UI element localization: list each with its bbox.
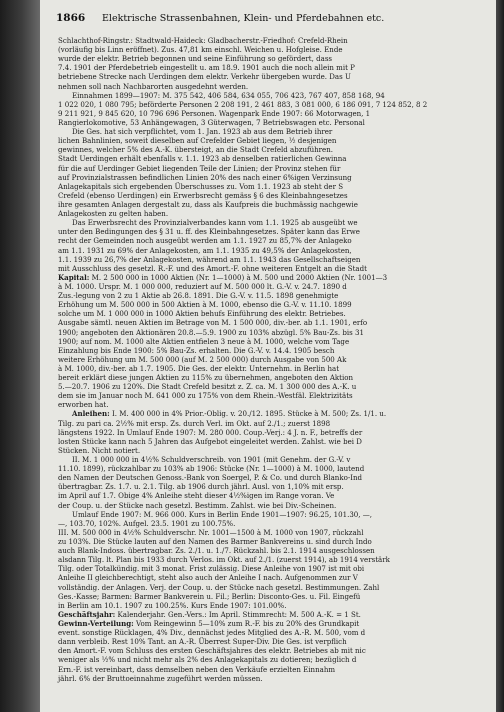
text-line (58, 72, 496, 81)
text-line (58, 282, 496, 291)
line-text: Ausgabe sämtl. neuen Aktien im Betrage von M. 1 500 000, div.-ber. ab 1.1. 1901, erfo (58, 318, 368, 328)
line-text: Stadt Uerdingen erhält ebenfalls v. 1.1. 1923 ab denselben ratierlichen Gewinna (58, 154, 347, 164)
line-text: längstens 1922. In Umlauf Ende 1907: M. 280 000. Coup.-Verj.: 4 J. n. F., betreffs der (58, 427, 363, 437)
text-line (58, 54, 496, 63)
text-line (58, 91, 496, 100)
line-text: auf Provinzialstrassen befindlichen Linien 20% des nach einer 6%igen Verzinsung (58, 172, 352, 182)
text-line (58, 628, 496, 637)
text-line (58, 573, 496, 582)
line-text: Anlagekapitals sich ergebenden Überschusses zu. Vom 1.1. 1923 ab steht der S (58, 181, 344, 191)
text-line (58, 173, 496, 182)
section-line (58, 409, 496, 418)
section-line (58, 619, 496, 628)
text-line (58, 364, 496, 373)
line-text: in Berlin am 10.1. 1907 zu 100.25%. Kurs Ende 1907: 101.00%. (58, 600, 287, 610)
line-text: Das Erwerbsrecht des Provinzialverbandes kann vom 1.1. 1925 ab ausgeübt we (72, 218, 358, 228)
line-text: III. M. 500 000 in 4½% Schuldverschr. Nr. 1001—1500 à M. 1000 von 1907, rückzahl (58, 527, 364, 537)
text-line (58, 482, 496, 491)
line-text: Einzahlung bis Ende 1900: 5% Bau-Zs. erhalten. Die G.-V. v. 14.4. 1905 besch (58, 345, 335, 355)
line-text: ihre gesamten Anlagen dergestalt zu, dass als Kaufpreis die buchmässig nachgewie (58, 199, 358, 209)
page-body-text (58, 36, 496, 683)
text-line (58, 519, 496, 528)
text-line (58, 227, 496, 236)
text-line (58, 665, 496, 674)
line-text: 11.10. 1899), rückzahlbar zu 103% ab 1906: Stücke (Nr. 1—1000) à M. 1000, lautend (58, 464, 365, 474)
line-text: Vom Reingewinn 5—10% zum R.-F. bis zu 20% des Grundkapit (133, 619, 360, 628)
text-line (58, 537, 496, 546)
section-label: Anleihen: (72, 409, 110, 419)
section-label: Geschäftsjahr: (58, 609, 116, 619)
line-text: à M. 1000, div.-ber. ab 1.7. 1905. Die Ges. der elektr. Unternehm. in Berlin hat (58, 363, 340, 373)
line-text: (vorläufig bis Linn eröffnet). Zus. 47,81 km einschl. Weichen u. Hofgleise. Ende (58, 45, 343, 55)
text-line (58, 255, 496, 264)
text-line (58, 127, 496, 136)
text-line (58, 200, 496, 209)
line-text: nehmen soll nach Nachbarorten ausgedehnt werden. (58, 81, 249, 91)
text-line (58, 601, 496, 610)
text-line (58, 546, 496, 555)
line-text: wurde der elektr. Betrieb begonnen und seine Einführung so gefördert, dass (58, 54, 333, 64)
line-text: 1900; angeboten den Aktionären 20.8.—5.9. 1900 zu 103% abzügl. 5% Bau-Zs. bis 31 (58, 327, 364, 337)
text-line (58, 236, 496, 245)
line-text: solche um M. 1 000 000 in 1000 Aktien behufs Einführung des elektr. Betriebes. (58, 309, 346, 319)
text-line (58, 646, 496, 655)
text-line (58, 592, 496, 601)
line-text: bereit erklärt diese jungen Aktien zu 115% zu übernehmen, angeboten den Aktion (58, 373, 354, 383)
line-text: Schlachthof-Ringstr.: Stadtwald-Haideck: Gladbacherstr.-Friedhof: Crefeld-Rhein (58, 36, 348, 45)
line-text: 7.4. 1901 der Pferdebetrieb eingestellt u. am 18.9. 1901 auch die noch allein mit P (58, 63, 355, 73)
line-text: 1 022 020, 1 080 795; beförderte Personen 2 208 191, 2 461 883, 3 081 000, 6 186 091, 7 124 852, 8 2 (58, 99, 428, 109)
line-text: Kalenderjahr. Gen.-Vers.: Im April. Stimmrecht: M. 500 A.-K. = 1 St. (115, 609, 361, 619)
scanned-page (40, 0, 496, 712)
line-text: Anleihe II gleichberechtigt, steht also auch der Anleihe I nach. Aufgenommen zur V (58, 573, 358, 583)
line-text: dem sie im Januar noch M. 641 000 zu 175% von dem Rhein.-Westfäl. Elektrizitäts (58, 391, 353, 401)
text-line (58, 437, 496, 446)
text-line (58, 655, 496, 664)
section-label: Gewinn-Verteilung: (58, 619, 134, 628)
line-text: lichen Bahnlinien, soweit dieselben auf Crefelder Gebiet liegen, ½ desjenigen (58, 136, 337, 146)
line-text: à M. 1000. Urspr. M. 1 000 000, reduziert auf M. 500 000 lt. G.-V. v. 24.7. 1890 d (58, 281, 347, 291)
line-text: Umlauf Ende 1907: M. 966 000. Kurs in Berlin Ende 1901—1907: 96.25, 101.30, —, (72, 509, 373, 519)
line-text: Die Ges. hat sich verpflichtet, vom 1. Jan. 1923 ab aus dem Betrieb ihrer (72, 127, 333, 137)
text-line (58, 45, 496, 54)
line-text: übertragbar. Zs. 1.7. u. 2.1. Tilg. ab 1906 durch jährl. Ausl. von 1,10% mit ersp. (58, 482, 344, 492)
line-text: 1.1. 1939 zu 26,7% der Anlagekosten, während am 1.1. 1943 das Gesellschaftseigen (58, 254, 361, 264)
section-line (58, 610, 496, 619)
line-text: weniger als ½% und nicht mehr als 2% des Anlagekapitals zu dotieren; bezüglich d (58, 655, 357, 665)
line-text: betriebene Strecke nach Uerdingen dem elektr. Verkehr übergeben wurde. Das U (58, 72, 351, 82)
line-text: vollständig. der Anlagen. Verj. der Coup. u. der Stücke nach gesetzl. Bestimmungen. Zahl (58, 582, 380, 592)
line-text: Ern.-F. ist vereinbart, dass demselben neben den Verkäufe erzielten Einnahm (58, 664, 336, 674)
text-line (58, 328, 496, 337)
text-line (58, 264, 496, 273)
text-line (58, 473, 496, 482)
line-text: Erhöhung um M. 500 000 in 500 Aktien à M. 1000, ebenso die G.-V. v. 11.10. 1899 (58, 300, 352, 310)
line-text: Ges.-Kasse; Barmen: Barmer Bankverein u. Fil.; Berlin: Disconto-Ges. u. Fil. Eingefü (58, 591, 361, 601)
text-line (58, 400, 496, 409)
text-line (58, 218, 496, 227)
line-text: der Coup. u. der Stücke nach gesetzl. Bestimm. Zahlst. wie bei Div.-Scheinen. (58, 500, 337, 510)
text-line (58, 318, 496, 327)
scanner-left-edge (0, 0, 40, 712)
text-line (58, 145, 496, 154)
text-line (58, 455, 496, 464)
line-text: erworben hat. (58, 400, 109, 410)
line-text: Crefeld (ebenso Uerdingen) ein Erwerbsrecht gemäss § 6 des Kleinbahngesetzes (58, 190, 348, 200)
text-line (58, 246, 496, 255)
line-text: für die auf Uerdinger Gebiet liegenden Teile der Linien; der Provinz stehen für (58, 163, 341, 173)
line-text: 1900; auf nom. M. 1000 alte Aktien entfielen 3 neue à M. 1000, welche vom Tage (58, 336, 350, 346)
line-text: Einnahmen 1899—1907: M. 375 542, 406 584, 634 055, 706 423, 767 407, 858 168, 94 (72, 90, 385, 100)
text-line (58, 637, 496, 646)
line-text: Tilg. zu pari ca. 2½% mit ersp. Zs. durch Verl. im Okt. auf 2./1.; zuerst 1898 (58, 418, 331, 428)
text-line (58, 182, 496, 191)
text-line (58, 583, 496, 592)
line-text: alsdann Tilg. lt. Plan bis 1933 durch Verlos. im Okt. auf 2./1. (zuerst 1914), ab 1914 verstärk (58, 555, 390, 565)
text-line (58, 209, 496, 218)
text-line (58, 82, 496, 91)
text-line (58, 291, 496, 300)
line-text: unter den Bedingungen des § 31 u. ff. des Kleinbahngesetzes. Später kann das Erwe (58, 227, 360, 237)
text-line (58, 428, 496, 437)
line-text: event. sonstige Rücklagen, 4% Div., dennächst jedes Mitglied des A.-R. M. 500, vom d (58, 628, 366, 638)
line-text: auch Blank-Indoss. übertragbar. Zs. 2./1. u. 1./7. Rückzahl. bis 2.1. 1914 ausgeschlossen (58, 546, 375, 556)
line-text: jährl. 6% der Bruttoeinnahme zugeführt werden müssen. (58, 673, 263, 683)
page-number: 1866 (56, 12, 86, 24)
section-label: Kapital: (58, 272, 90, 282)
text-line (58, 501, 496, 510)
text-line (58, 63, 496, 72)
text-line (58, 164, 496, 173)
line-text: weitere Erhöhung um M. 500 000 (auf M. 2 500 000) durch Ausgabe von 500 Ak (58, 354, 347, 364)
line-text: Anlagekosten zu gelten haben. (58, 209, 169, 219)
text-line (58, 528, 496, 537)
line-text: —, 103.70, 102%. Aufgel. 23.5. 1901 zu 100.75%. (58, 518, 236, 528)
text-line (58, 191, 496, 200)
line-text: dann verbleib. Rest 10% Tant. an A.-R. Überrest Super-Div. Die Ges. ist verpflich (58, 637, 347, 647)
line-text: 9 211 921, 9 845 620, 10 796 696 Personen. Wagenpark Ende 1907: 66 Motorwagen, 1 (58, 108, 371, 118)
line-text: Stücken. Nicht notiert. (58, 445, 141, 455)
text-line (58, 464, 496, 473)
text-line (58, 337, 496, 346)
text-line (58, 300, 496, 309)
line-text: recht der Gemeinden noch ausgeübt werden am 1.1. 1927 zu 85,7% der Anlageko (58, 236, 352, 246)
text-line (58, 373, 496, 382)
line-text: Zus.-legung von 2 zu 1 Aktie ab 26.8. 1891. Die G.-V. v. 11.5. 1898 genehmigte (58, 291, 339, 301)
page-header (56, 12, 496, 26)
section-line (58, 273, 496, 282)
text-line (58, 109, 496, 118)
line-text: 5.—20.7. 1906 zu 120%. Die Stadt Crefeld besitzt z. Z. ca. M. 1 300 000 des A.-K. u (58, 382, 357, 392)
text-line (58, 564, 496, 573)
text-line (58, 309, 496, 318)
line-text: den Amort.-F. vom Schluss des ersten Geschäftsjahres des elektr. Betriebes ab mit nic (58, 646, 366, 656)
line-text: am 1.1. 1931 zu 69% der Anlagekosten, am 1.1. 1935 zu 49,5% der Anlagekosten, (58, 245, 352, 255)
text-line (58, 346, 496, 355)
line-text: mit Ausschluss des gesetzl. R.-F. und des Amort.-F. ohne weiteren Entgelt an die Stadt (58, 263, 367, 273)
line-text: Tilg. oder Totalkündig. mit 3 monat. Frist zulässig. Diese Anleihe von 1907 ist mit obi (58, 564, 365, 574)
line-text: den Namen der Deutschen Genoss.-Bank von Soergel, P. & Co. und durch Blanko-Ind (58, 473, 363, 483)
text-line (58, 118, 496, 127)
line-text: I. M. 400 000 in 4% Prior.-Oblig. v. 20./12. 1895. Stücke à M. 500; Zs. 1/1. u. (109, 409, 387, 419)
line-text: im April auf 1.7. Obige 4% Anleihe steht dieser 4½%igen im Range voran. Ve (58, 491, 335, 501)
text-line (58, 510, 496, 519)
text-line (58, 36, 496, 45)
text-line (58, 100, 496, 109)
text-line (58, 491, 496, 500)
line-text: M. 2 500 000 in 1000 Aktien (Nr. 1—1000) à M. 500 und 2000 Aktien (Nr. 1001—3 (89, 272, 388, 282)
text-line (58, 419, 496, 428)
text-line (58, 391, 496, 400)
text-line (58, 355, 496, 364)
line-text: Rangierlokomotive, 53 Anhängewagen, 3 Güterwagen, 7 Betriebswagen etc. Personal (58, 117, 365, 127)
line-text: zu 103%. Die Stücke lauten auf den Namen des Barmer Bankvereins u. sind durch Indo (58, 537, 372, 547)
running-title: Elektrische Strassenbahnen, Klein- und Pferdebahnen etc. (102, 13, 385, 24)
line-text: II. M. 1 000 000 in 4½% Schuldverschreib. von 1901 (mit Genehm. der G.-V. v (72, 455, 351, 465)
text-line (58, 555, 496, 564)
text-line (58, 154, 496, 163)
line-text: losten Stücke kann nach 5 Jahren das Aufgebot eingeleitet werden. Zahlst. wie bei D (58, 436, 362, 446)
text-line (58, 382, 496, 391)
text-line (58, 674, 496, 683)
line-text: gewinnes, welcher 5% des A.-K. übersteigt, an die Stadt Crefeld abzuführen. (58, 145, 334, 155)
text-line (58, 446, 496, 455)
text-line (58, 136, 496, 145)
